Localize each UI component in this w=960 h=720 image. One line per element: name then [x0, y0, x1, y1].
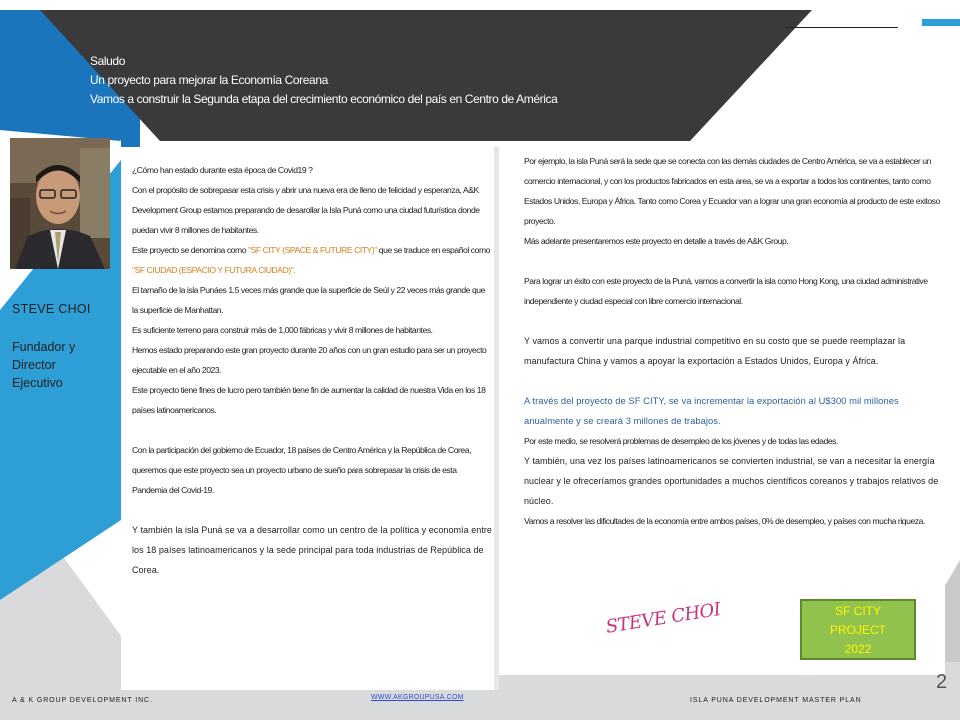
paragraph: Y también la isla Puná se va a desarrollar como un centro de la política y economía entre los 18 países latinoamericanos y la sede principal para toda industrias de República de Corea. [132, 525, 492, 575]
highlight-text: "SF CITY (SPACE & FUTURE CITY)" [247, 245, 377, 255]
text-span: que se traduce en español como [376, 245, 490, 255]
spacer [122, 500, 492, 520]
signature: STEVE CHOI [604, 599, 722, 638]
person-photo [10, 138, 110, 269]
paragraph: El tamaño de la isla Punáes 1.5 veces más grande que la superficie de Seúl y 22 veces más grande que la superficie de Manhattan. [132, 285, 485, 315]
footer-website-link[interactable]: WWW.AKGROUPUSA.COM [371, 694, 464, 701]
header-greeting: Saludo [90, 54, 125, 68]
paragraph: Por ejemplo, la isla Puná será la sede que se conecta con las demás ciudades de Centro América, se va a establecer un comercio internacional, y con los productos fabricados en esta area, se va a exportar a todos los continentes, tanto como Estados Unidos, Europa y África. Tanto como Corea y Ecuador van a lograr una gran economía al producto de este exitoso proyecto. [524, 156, 940, 226]
badge-line-1: SF CITY [834, 604, 881, 618]
page-number: 2 [936, 671, 948, 693]
paragraph: Con el propósito de sobrepasar esta crisis y abrir una nueva era de lleno de felicidad y esperanza, A&K Development Group estamos preparando de desarollar la Isla Puná como una ciudad futurística donde puedan vivir 8 millones de habitantes. [132, 185, 480, 235]
spacer [514, 371, 944, 391]
profile-name: STEVE CHOI [12, 302, 91, 316]
paragraph: ¿Cómo han estado durante esta época de Covid19 ? [132, 165, 313, 175]
paragraph: Es suficiente terreno para construir más de 1,000 fábricas y vivir 8 millones de habitantes. [132, 325, 433, 335]
right-column-text [514, 151, 944, 531]
profile-title-line-3: Ejecutivo [12, 376, 63, 390]
paragraph: Hemos estado preparando este gran proyecto durante 20 años con un gran estudio para ser un proyecto ejecutable en el año 2023. [132, 345, 487, 375]
footer-company: A & K GROUP DEVELOPMENT INC. [12, 697, 153, 704]
highlight-text: "SF CIUDAD (ESPACIO Y FUTURA CIUDAD)". [132, 265, 296, 275]
paragraph: Más adelante presentaremos este proyecto en detalle a través de A&K Group. [524, 236, 789, 246]
paragraph: Y también, una vez los países latinoamericanos se convierten industrial, se van a necesitar la energía nuclear y le ofreceríamos grandes oportunidades a muchos científicos coreanos y trabajos relativos de núcleo. [524, 456, 939, 506]
badge-line-3: 2022 [844, 642, 872, 656]
paragraph [122, 240, 492, 280]
project-badge [800, 599, 916, 660]
header-text [90, 52, 557, 109]
badge-line-2: PROJECT [829, 623, 886, 637]
paragraph: Vamos a resolver las dificultades de la economía entre ambos países, 0% de desempleo, y países con mucha riqueza. [524, 516, 925, 526]
header-subtitle: Un proyecto para mejorar la Economía Coreana [90, 73, 328, 87]
header-tagline: Vamos a construir la Segunda etapa del crecimiento económico del país en Centro de América [90, 92, 558, 106]
paragraph: Por este medio, se resolverá problemas de desempleo de los jóvenes y de todas las edades. [524, 436, 838, 446]
left-column-text [122, 160, 492, 580]
profile-title-line-2: Director [12, 358, 56, 372]
paragraph: Con la participación del gobierno de Ecuador, 18 países de Centro América y la República de Corea, queremos que este proyecto sea un proyecto urbano de sueño para sobrepasar la crisis de esta Pandemia del Covid-19. [132, 445, 472, 495]
profile-title-line-1: Fundador y [12, 340, 76, 354]
portrait-image [10, 138, 110, 269]
paragraph: Y vamos a convertir una parque industrial competitivo en su costo que se puede reemplazar la manufactura China y vamos a apoyar la exportación a Estados Unidos, Europa y África. [524, 336, 906, 366]
top-rule [785, 27, 898, 28]
paragraph: Para lograr un éxito con este proyecto de la Puná, vamos a convertir la isla como Hong Kong, una ciudad administrative independiente y ciudad especial con libre comercio internacional. [524, 276, 928, 306]
footer-document-title: ISLA PUNA DEVELOPMENT MASTER PLAN [690, 697, 862, 704]
spacer [122, 420, 492, 440]
spacer [514, 251, 944, 271]
profile-block [12, 300, 91, 392]
highlight-paragraph: A través del proyecto de SF CITY, se va incrementar la exportación al U$300 mil millones anualmente y se creará 3 millones de trabajos. [524, 395, 899, 426]
text-span: Este proyecto se denomina como [132, 245, 248, 255]
paragraph: Este proyecto tiene fines de lucro pero también tiene fin de aumentar la calidad de nuestra Vida en los 18 países latinoamericanos. [132, 385, 486, 415]
spacer [514, 311, 944, 331]
top-accent-bar [922, 19, 960, 26]
